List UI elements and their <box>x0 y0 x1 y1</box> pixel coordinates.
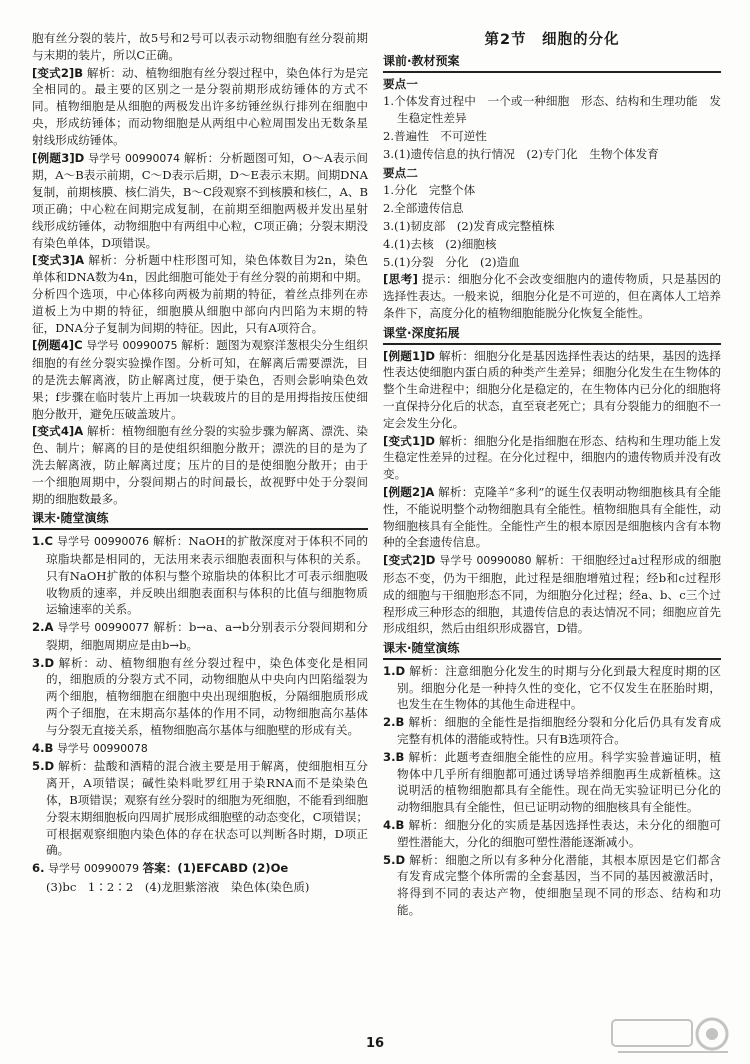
right-q5-text: 解析：细胞之所以有多种分化潜能，其根本原因是它们都含有发育成完整个体所需的全套基因，当不同的基因被激活时，将得到不同的表达产物，使细胞呈现不同的形态、结构和功能。 <box>397 852 721 918</box>
right-q5 <box>383 852 721 919</box>
left-q2-guide-number: 导学号 00990077 <box>57 621 150 635</box>
right-q3-text: 解析：此题考查细胞全能性的应用。科学实验普遍证明，植物体中几乎所有细胞都可通过诱导培养细胞再生成新植株。这说明活的植物细胞都具有全能性。现在尚无实验证明已分化的动物细胞具有全能性，但已证明动物的细胞核具有全能性。 <box>397 749 721 815</box>
variant-2-text: 解析：动、植物细胞有丝分裂过程中，染色体行为是完全相同的。最主要的区别之一是分裂前期形成纺锤体的方式不同。植物细胞是从细胞的两极发出许多纺锤丝纵行排列在细胞中央，形成纺锤体；而动物细胞是从两组中心粒周围发出无数条星射线形成纺锤体。 <box>32 65 368 147</box>
right-q2-text: 解析：细胞的全能性是指细胞经分裂和分化后仍具有发育成完整有机体的潜能或特性。只有B选项符合。 <box>397 715 721 747</box>
right-q4 <box>383 817 721 851</box>
variant-2-block <box>32 65 368 149</box>
example-3-guide-number: 导学号 00990074 <box>88 151 181 165</box>
left-q2-text: 解析：b→a、a→b分别表示分裂间期和分裂期，细胞周期应是由b→b。 <box>46 620 369 652</box>
section-title: 第2节 细胞的分化 <box>484 32 620 48</box>
left-q1-guide-number: 导学号 00990076 <box>56 535 149 549</box>
right-variant-2-text: 解析：干细胞经过a过程形成的细胞形态不变，仍为干细胞，此过程是细胞增殖过程；经b和c过程形成的细胞与干细胞形态不同，为细胞分化过程；经a、b、c三个过程形成三种形态的细胞，其遗传信息的表达情况不同；细胞应首先形成组织，然后由组织形成器官，D错。 <box>383 553 721 636</box>
variant-4-tag: [变式4]A <box>32 424 84 439</box>
key-point-1-item-3: 3.(1)遗传信息的执行情况 (2)专门化 生物个体发育 <box>383 146 659 161</box>
example-3-text: 解析：分析题图可知，O～A表示间期，A～B表示前期，C～D表示后期，D～E表示末期。间期DNA复制，前期核膜、核仁消失，B～C段观察不到核膜和核仁，A、B项正确；中心粒在间期完成复制，在前期至细胞两极并发出星射线形成纺锤体，动物细胞中有两组中心粒，C项正确；分裂末期没有染色单体，D项错误。 <box>32 150 369 250</box>
key-point-1-heading: 要点一 <box>383 76 418 91</box>
right-variant-2-block <box>383 552 721 637</box>
left-q4 <box>32 740 368 758</box>
right-column <box>383 30 721 920</box>
left-column <box>32 30 368 897</box>
left-q1-text: 解析：NaOH的扩散深度对于体积不同的琼脂块都是相同的，无法用来表示细胞表面积与体积的关系。只有NaOH扩散的体积与整个琼脂块的体积比才可表示细胞吸收物质的速率，并反映出细胞表面积与体积的比值与细胞物质运输速率的关系。 <box>46 534 368 617</box>
left-q6 <box>32 860 368 878</box>
left-q2 <box>32 619 368 654</box>
key-point-2-item-4: 4.(1)去核 (2)细胞核 <box>383 236 497 251</box>
key-point-2-item-2: 2.全部遗传信息 <box>383 201 464 216</box>
right-q3-number: 3.B <box>383 749 405 764</box>
variant-3-text: 解析：分析题中柱形图可知，染色体数目为2n，染色单体和DNA数为4n，因此细胞可能处于有丝分裂的前期和中期。分析四个选项，中心体移向两极为前期的特征，着丝点排列在赤道板上为中期的特征，细胞膜从细胞中部向内凹陷为末期的特征，DNA分子复制为间期的特征。因此，只有A项符合。 <box>32 253 369 335</box>
right-q3 <box>383 749 721 816</box>
right-variant-2-guide-number: 导学号 00990080 <box>439 554 532 568</box>
variant-2-tag: [变式2]B <box>32 65 84 80</box>
left-q5 <box>32 758 368 859</box>
right-example-1-tag: [例题1]D <box>383 348 435 363</box>
left-q5-number: 5.D <box>32 759 55 774</box>
example-4-guide-number: 导学号 00990075 <box>86 339 178 353</box>
right-example-2-tag: [例题2]A <box>383 484 435 499</box>
watermark-icon <box>608 1014 732 1058</box>
left-q4-guide-number: 导学号 00990078 <box>57 741 148 755</box>
page-number: 16 <box>365 1036 385 1051</box>
left-q1 <box>32 533 368 618</box>
right-q2-number: 2.B <box>383 715 405 730</box>
think-block <box>383 271 721 321</box>
right-q4-number: 4.B <box>383 818 405 833</box>
example-4-block <box>32 337 368 422</box>
example-4-text: 解析：题图为观察洋葱根尖分生组织细胞的有丝分裂实验操作图。分析可知，在解离后需要漂洗，目的是洗去解离液，防止解离过度，便于染色，否则会影响染色效果；f步骤在临时装片上再加一块载玻片的目的是用拇指按压使细胞分散开，避免压破盖玻片。 <box>32 338 369 421</box>
left-q6-answer-line-2: (3)bc 1∶2∶2 (4)龙胆紫溶液 染色体(染色质) <box>46 880 310 895</box>
section-bar-in-class: 课堂·深度拓展 <box>383 325 721 345</box>
watermark-logo <box>608 1014 732 1058</box>
right-variant-1-text: 解析：细胞分化是指细胞在形态、结构和生理功能上发生稳定性差异的过程。在分化过程中，细胞内的遗传物质并没有改变。 <box>383 433 721 482</box>
right-q1 <box>383 663 721 713</box>
right-q1-number: 1.D <box>383 663 406 678</box>
section-bar-after-class: 课末·随堂演练 <box>32 510 368 530</box>
key-point-1-item-2: 2.普遍性 不可逆性 <box>383 128 487 143</box>
right-example-1-block <box>383 348 721 432</box>
left-q5-text: 解析：盐酸和酒精的混合液主要是用于解离，使细胞相互分离开，A项错误；碱性染料吡罗红用于染RNA而不是染染色体，B项错误；观察有丝分裂时的细胞为死细胞，不能看到细胞分裂末期细胞板向四周扩展形成细胞壁的动态变化，C项错误；可根据观察细胞内染色体的存在状态可以判断各时期，D项正确。 <box>46 759 368 858</box>
right-example-2-text: 解析：克隆羊“多利”的诞生仅表明动物细胞核具有全能性，不能说明整个动物细胞具有全能性。植物细胞具有全能性，动物细胞核具有全能性。全能性产生的根本原因是细胞核内含有本物种的全套遗传信息。 <box>383 484 722 550</box>
right-variant-2-tag: [变式2]D <box>383 553 436 568</box>
think-tag: [思考] <box>383 272 418 287</box>
left-q1-number: 1.C <box>32 534 53 549</box>
left-q3-number: 3.D <box>32 655 55 670</box>
right-variant-1-tag: [变式1]D <box>383 433 435 448</box>
left-q3-text: 解析：动、植物细胞有丝分裂过程中，染色体变化是相同的，细胞质的分裂方式不同，动物细胞从中央向内凹陷缢裂为两个细胞，植物细胞在细胞中央出现细胞板，分隔细胞质形成两个子细胞，在末期高尔基体的作用不同，动物细胞高尔基体与分裂无直接关系，植物细胞高尔基体与细胞壁的形成有关。 <box>46 655 368 737</box>
left-q3 <box>32 655 368 739</box>
left-q6-answer: 答案：(1)EFCABD (2)Oe <box>142 861 289 876</box>
section-bar-pre-class: 课前·教材预案 <box>383 53 721 73</box>
right-q1-text: 解析：注意细胞分化发生的时期与分化到最大程度时期的区别。细胞分化是一种持久性的变化，它不仅发生在胚胎时期，也发生在生物体的其他生命进程中。 <box>397 663 721 712</box>
example-3-block <box>32 150 368 252</box>
think-text: 提示：细胞分化不会改变细胞内的遗传物质，只是基因的选择性表达。一般来说，细胞分化是不可逆的，但在离体人工培养条件下，高度分化的植物细胞能脱分化恢复全能性。 <box>383 272 721 320</box>
key-point-2-item-5: 5.(1)分裂 分化 (2)造血 <box>383 254 520 269</box>
key-point-2-heading: 要点二 <box>383 165 418 180</box>
right-q2 <box>383 714 721 748</box>
left-q6-guide-number: 导学号 00990079 <box>48 862 139 876</box>
variant-4-text: 解析：植物细胞有丝分裂的实验步骤为解离、漂洗、染色、制片；解离的目的是使组织细胞分散开；漂洗的目的是为了洗去解离液，防止解离过度；压片的目的是使细胞分散开；由于一个细胞周期中，分裂间期占的时间最长，故视野中处于分裂间期的细胞数最多。 <box>32 424 368 506</box>
right-q4-text: 解析：细胞分化的实质是基因选择性表达，未分化的细胞可塑性潜能大，分化的细胞可塑性潜能逐渐减小。 <box>397 818 721 849</box>
variant-3-block <box>32 252 368 336</box>
right-q5-number: 5.D <box>383 852 406 867</box>
variant-4-block <box>32 423 368 507</box>
left-q2-number: 2.A <box>32 620 54 635</box>
left-q4-number: 4.B <box>32 740 54 755</box>
section-bar-after-class-right: 课末·随堂演练 <box>383 640 721 660</box>
example-4-tag: [例题4]C <box>32 338 83 353</box>
left-para-1: 胞有丝分裂的装片，故5号和2号可以表示动物细胞有丝分裂前期与末期的装片，所以C正确。 <box>32 31 368 62</box>
key-point-1-item-1: 1.个体发育过程中 一个或一种细胞 形态、结构和生理功能 发生稳定性差异 <box>383 94 721 126</box>
right-variant-1-block <box>383 433 721 483</box>
key-point-2-item-3: 3.(1)韧皮部 (2)发育成完整植株 <box>383 218 555 233</box>
example-3-tag: [例题3]D <box>32 150 85 165</box>
key-point-2-item-1: 1.分化 完整个体 <box>383 183 476 198</box>
right-example-1-text: 解析：细胞分化是基因选择性表达的结果，基因的选择性表达使细胞内蛋白质的种类产生差异；细胞分化发生在生物体的整个生命进程中；细胞分化是稳定的，在生物体内已分化的细胞将一直保持分化后的状态，直至衰老死亡；具有分裂能力的细胞不一定会发生分化。 <box>383 348 721 430</box>
variant-3-tag: [变式3]A <box>32 253 85 268</box>
left-q6-number: 6. <box>32 861 45 876</box>
right-example-2-block <box>383 484 721 551</box>
